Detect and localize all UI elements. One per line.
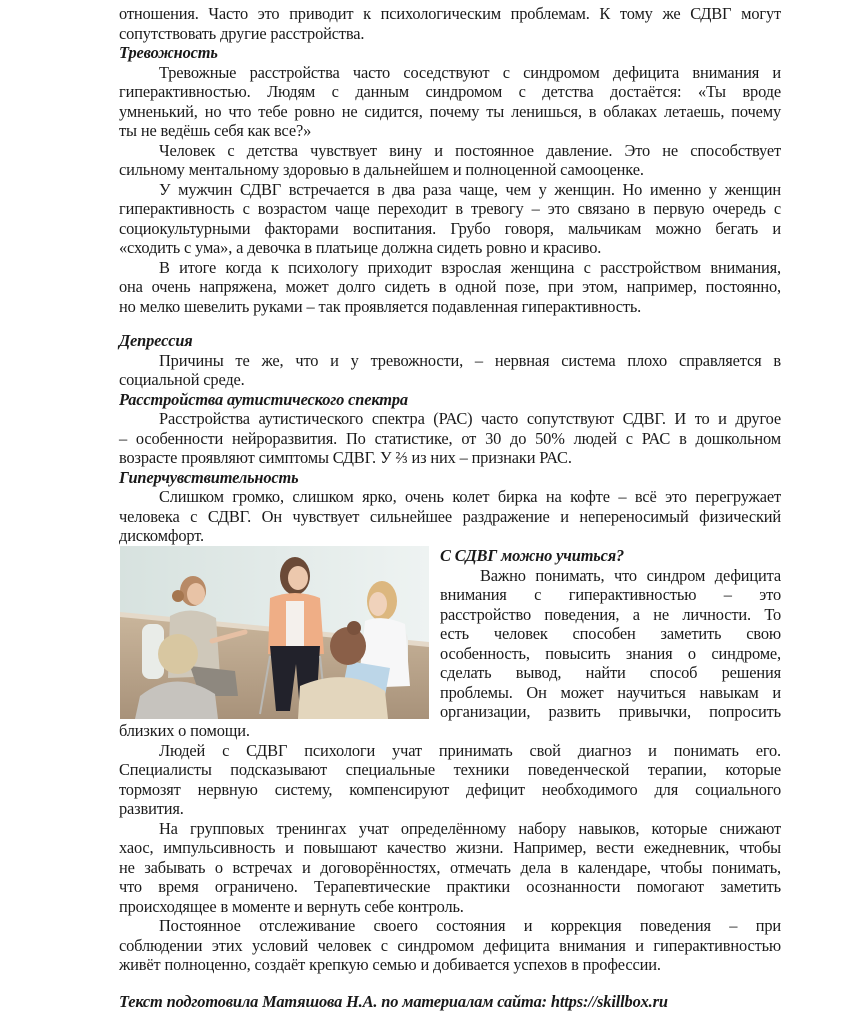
section-heading: Расстройства аутистического спектра — [119, 389, 408, 409]
text-line: социокультурными факторами воспитания. Грубо говоря, мальчикам можно бегать и — [119, 218, 781, 238]
section-heading: Депрессия — [119, 331, 193, 350]
section-heading: Тревожность — [119, 43, 218, 62]
text-line: Постоянное отслеживание своего состояния и коррекция поведения – при — [159, 916, 781, 935]
text-line: живёт полноценно, создаёт крепкую семью и добивается успехов в профессии. — [119, 955, 661, 974]
text-line: расстройство поведения, а не личности. То — [440, 604, 781, 624]
text-line: У мужчин СДВГ встречается в два раза чаще, чем у женщин. Но именно у женщин — [159, 179, 781, 199]
text-line: Важно понимать, что синдром дефицита — [480, 565, 781, 585]
text-line: особенность, повысить знания о синдроме, — [440, 643, 781, 663]
text-line: Слишком громко, слишком ярко, очень колет бирка на кофте – всё это перегружает — [159, 487, 781, 506]
text-line: Причины те же, что и у тревожности, – нервная система плохо справляется в — [159, 350, 781, 370]
text-line: тормозят нервную систему, компенсируют дефицит необходимого для социального — [119, 779, 781, 799]
text-line: происходящее в моменте и вернуть себе контроль. — [119, 896, 464, 916]
text-line: социальной среде. — [119, 370, 245, 389]
text-line: Тревожные расстройства часто соседствуют с синдромом дефицита внимания и — [159, 62, 781, 82]
text-line: сопутствовать другие расстройства. — [119, 23, 365, 43]
section-heading: С СДВГ можно учиться? — [440, 546, 625, 565]
text-line: близких о помощи. — [119, 721, 250, 740]
text-line: хаос, импульсивность и повышают качество жизни. Например, вести ежедневник, чтобы — [119, 838, 781, 857]
text-line: соблюдении этих условий человек с синдромом дефицита внимания и гиперактивностью — [119, 935, 781, 955]
credit-line: Текст подготовила Матяшова Н.А. по материалам сайта: https://skillbox.ru — [119, 992, 668, 1011]
text-line: На групповых тренингах учат определённому набору навыков, которые снижают — [159, 818, 781, 838]
text-line: сильному ментальному здоровью в дальнейшем и полноценной самооценке. — [119, 160, 644, 179]
text-line: гиперактивностью. Людям с данным синдромом с детства достаётся: «Ты вроде — [119, 82, 781, 101]
text-line: Людей с СДВГ психологи учат принимать свой диагноз и понимать его. — [159, 740, 781, 760]
text-line: – особенности нейроразвития. По статистике, от 30 до 50% людей с РАС в дошкольном — [119, 428, 781, 448]
text-line: не забывать о встречах и договорённостях, отмечать дела в календаре, чтобы понимать, — [119, 857, 781, 877]
text-line: возрасте проявляют симптомы СДВГ. У ⅔ из них – признаки РАС. — [119, 448, 572, 467]
section-heading: Гиперчувствительность — [119, 467, 299, 487]
text-line: организации, развить привычки, попросить — [440, 702, 781, 721]
text-line: ты не ведёшь себя как все?» — [119, 121, 312, 140]
text-line: проблемы. Он может научиться навыкам и — [440, 682, 781, 702]
text-line: Специалисты подсказывают специальные техники поведенческой терапии, которые — [119, 760, 781, 779]
text-line: внимания с гиперактивностью – это — [440, 585, 781, 604]
text-line: она очень напряжена, может долго сидеть в одной позе, при этом, например, постоянно, — [119, 277, 781, 296]
text-line: Человек с детства чувствует вину и постоянное давление. Это не способствует — [159, 140, 781, 160]
text-line: что время ограничено. Терапевтические практики осознанности помогают заметить — [119, 877, 781, 896]
text-line: человека с СДВГ. Он чувствует сильнейшее раздражение и непереносимый физический — [119, 506, 781, 526]
text-line: но мелко шевелить руками – так проявляется подавленная гиперактивность. — [119, 296, 642, 316]
text-line: отношения. Часто это приводит к психологическим проблемам. К тому же СДВГ могут — [119, 4, 781, 23]
text-line: сделать вывод, найти способ решения — [440, 663, 781, 682]
text-line: развития. — [119, 799, 184, 818]
text-line: есть человек способен заметить свою — [440, 624, 781, 643]
text-line: гиперактивность с возрастом чаще переходит в тревогу – это связано в первую очередь с — [119, 199, 781, 218]
text-line: умненький, но что тебе ровно не сидится, почему ты ленишься, в облаках летаешь, почему — [119, 101, 781, 121]
group-therapy-photo — [120, 546, 429, 719]
text-line: В итоге когда к психологу приходит взрослая женщина с расстройством внимания, — [159, 257, 781, 277]
text-line: Расстройства аутистического спектра (РАС) часто сопутствуют СДВГ. И то и другое — [159, 409, 781, 428]
text-line: дискомфорт. — [119, 526, 204, 545]
photo-illustration — [120, 546, 429, 719]
text-line: «сходить с ума», а девочка в платьице должна сидеть ровно и красиво. — [119, 238, 602, 257]
